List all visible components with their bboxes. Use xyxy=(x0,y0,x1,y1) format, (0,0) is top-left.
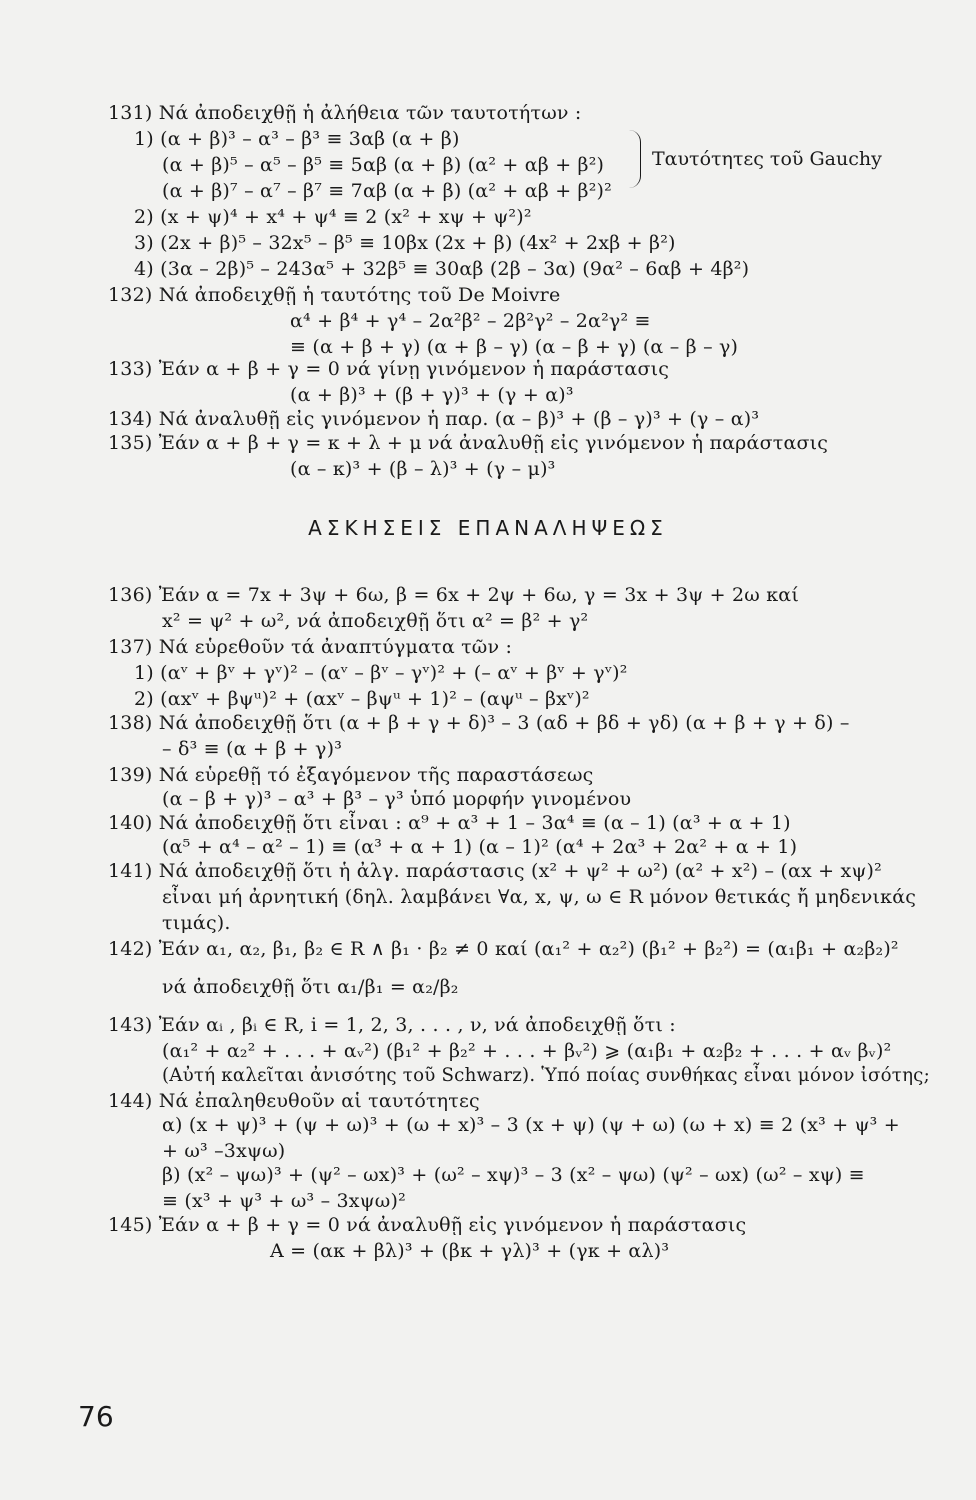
text-line: εἶναι μή ἀρνητική (δηλ. λαμβάνει ∀α, x, ψ, ω ∈ R μόνον θετικάς ἤ μηδενικάς xyxy=(162,886,917,908)
exercise-144: 144) Νά ἐπαληθευθοῦν αἱ ταυτότητες xyxy=(108,1090,480,1112)
expression-line: A = (ακ + βλ)³ + (βκ + γλ)³ + (γκ + αλ)³ xyxy=(270,1240,670,1262)
expression-line: (α₁² + α₂² + . . . + αᵥ²) (β₁² + β₂² + . . . + βᵥ²) ⩾ (α₁β₁ + α₂β₂ + . . . + αᵥ βᵥ)² xyxy=(162,1040,892,1062)
text-line: (Αὐτή καλεῖται ἀνισότης τοῦ Schwarz). Ὑπό ποίας συνθήκας εἶναι μόνον ἰσότης; xyxy=(162,1064,930,1086)
exercise-134: 134) Νά ἀναλυθῇ εἰς γινόμενον ἡ παρ. (α – β)³ + (β – γ)³ + (γ – α)³ xyxy=(108,408,760,430)
exercise-132: 132) Νά ἀποδειχθῇ ἡ ταυτότης τοῦ De Moivre xyxy=(108,284,561,306)
exercise-135: 135) Ἐάν α + β + γ = κ + λ + μ νά ἀναλυθῇ εἰς γινόμενον ἡ παράστασις xyxy=(108,432,829,454)
expression-line: (α – β + γ)³ – α³ + β³ – γ³ ὑπό μορφήν γινομένου xyxy=(162,788,632,810)
identity-line: ≡ (α + β + γ) (α + β – γ) (α – β + γ) (α – β – γ) xyxy=(290,336,739,358)
exercise-133: 133) Ἐάν α + β + γ = 0 νά γίνῃ γινόμενον ἡ παράστασις xyxy=(108,358,670,380)
identity-line: (α + β)⁵ – α⁵ – β⁵ ≡ 5αβ (α + β) (α² + αβ + β²) xyxy=(162,154,605,176)
identity-line: 1) (α + β)³ – α³ – β³ ≡ 3αβ (α + β) xyxy=(134,128,460,150)
exercise-142: 142) Ἐάν α₁, α₂, β₁, β₂ ∈ R ∧ β₁ · β₂ ≠ 0 καί (α₁² + α₂²) (β₁² + β₂²) = (α₁β₁ + α₂β₂)² xyxy=(108,938,899,960)
expression-line: 1) (αᵛ + βᵛ + γᵛ)² – (αᵛ – βᵛ – γᵛ)² + (– αᵛ + βᵛ + γᵛ)² xyxy=(134,662,628,684)
exercise-140: 140) Νά ἀποδειχθῇ ὅτι εἶναι : α⁹ + α³ + 1 – 3α⁴ ≡ (α – 1) (α³ + α + 1) xyxy=(108,812,791,834)
exercise-145: 145) Ἐάν α + β + γ = 0 νά ἀναλυθῇ εἰς γινόμενον ἡ παράστασις xyxy=(108,1214,747,1236)
expression-line: (α⁵ + α⁴ – α² – 1) ≡ (α³ + α + 1) (α – 1)² (α⁴ + 2α³ + 2α² + α + 1) xyxy=(162,836,798,858)
text-line: νά ἀποδειχθῇ ὅτι α₁/β₁ = α₂/β₂ xyxy=(162,976,459,998)
brace-label: Ταυτότητες τοῦ Gauchy xyxy=(652,148,882,170)
identity-line: 4) (3α – 2β)⁵ – 243α⁵ + 32β⁵ ≡ 30αβ (2β – 3α) (9α² – 6αβ + 4β²) xyxy=(134,258,750,280)
expression-line: α) (x + ψ)³ + (ψ + ω)³ + (ω + x)³ – 3 (x + ψ) (ψ + ω) (ω + x) ≡ 2 (x³ + ψ³ + xyxy=(162,1114,900,1136)
exercise-138: 138) Νά ἀποδειχθῇ ὅτι (α + β + γ + δ)³ – 3 (αδ + βδ + γδ) (α + β + γ + δ) – xyxy=(108,712,850,734)
expression-line: 2) (αxᵛ + βψᵘ)² + (αxᵛ – βψᵘ + 1)² – (αψᵘ – βxᵛ)² xyxy=(134,688,590,710)
right-brace xyxy=(628,130,641,188)
exercise-143: 143) Ἐάν αᵢ , βᵢ ∈ R, i = 1, 2, 3, . . . , ν, νά ἀποδειχθῇ ὅτι : xyxy=(108,1014,676,1036)
exercise-141: 141) Νά ἀποδειχθῇ ὅτι ἡ ἀλγ. παράστασις (x² + ψ² + ω²) (α² + x²) – (αx + xψ)² xyxy=(108,860,882,882)
expression-line: ≡ (x³ + ψ³ + ω³ – 3xψω)² xyxy=(162,1190,406,1212)
expression-line: (α + β)³ + (β + γ)³ + (γ + α)³ xyxy=(290,384,574,406)
exercise-139: 139) Νά εὑρεθῇ τό ἐξαγόμενον τῆς παραστάσεως xyxy=(108,764,594,786)
text-line: x² = ψ² + ω², νά ἀποδειχθῇ ὅτι α² = β² + γ² xyxy=(162,610,589,632)
section-heading: ΑΣΚΗΣΕΙΣ ΕΠΑΝΑΛΗΨΕΩΣ xyxy=(308,516,668,540)
exercise-136: 136) Ἐάν α = 7x + 3ψ + 6ω, β = 6x + 2ψ + 6ω, γ = 3x + 3ψ + 2ω καί xyxy=(108,584,799,606)
expression-line: – δ³ ≡ (α + β + γ)³ xyxy=(162,738,343,760)
expression-line: + ω³ –3xψω) xyxy=(162,1140,286,1162)
exercise-131: 131) Νά ἀποδειχθῇ ἡ ἀλήθεια τῶν ταυτοτήτων : xyxy=(108,102,582,124)
identity-line: α⁴ + β⁴ + γ⁴ – 2α²β² – 2β²γ² – 2α²γ² ≡ xyxy=(290,310,651,332)
page-number: 76 xyxy=(78,1400,114,1433)
expression-line: (α – κ)³ + (β – λ)³ + (γ – μ)³ xyxy=(290,458,556,480)
identity-line: 2) (x + ψ)⁴ + x⁴ + ψ⁴ ≡ 2 (x² + xψ + ψ²)² xyxy=(134,206,532,228)
text-line: τιμάς). xyxy=(162,912,231,934)
exercise-137: 137) Νά εὑρεθοῦν τά ἀναπτύγματα τῶν : xyxy=(108,636,513,658)
identity-line: (α + β)⁷ – α⁷ – β⁷ ≡ 7αβ (α + β) (α² + αβ + β²)² xyxy=(162,180,612,202)
identity-line: 3) (2x + β)⁵ – 32x⁵ – β⁵ ≡ 10βx (2x + β) (4x² + 2xβ + β²) xyxy=(134,232,676,254)
expression-line: β) (x² – ψω)³ + (ψ² – ωx)³ + (ω² – xψ)³ – 3 (x² – ψω) (ψ² – ωx) (ω² – xψ) ≡ xyxy=(162,1164,865,1186)
